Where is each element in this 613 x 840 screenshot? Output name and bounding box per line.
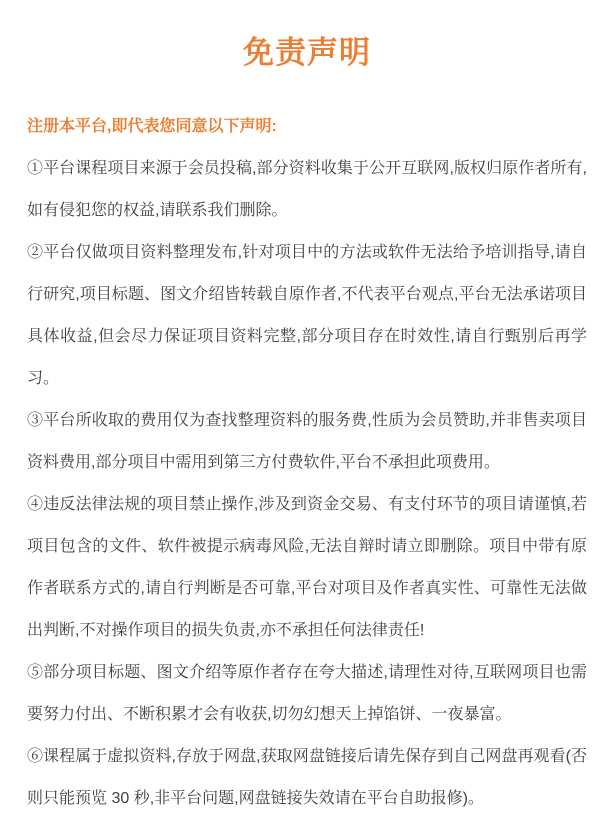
page-title: 免责声明 xyxy=(243,35,371,70)
disclaimer-item-4: ④违反法律法规的项目禁止操作,涉及到资金交易、有支付环节的项目请谨慎,若项目包含的文件、软件被提示病毒风险,无法自辩时请立即删除。项目中带有原作者联系方式的,请自行判断是否可靠,平台对项目及作者真实性、可靠性无法做出判断,不对操作项目的损失负责,亦不承担任何法律责任! xyxy=(27,496,587,639)
disclaimer-item-5: ⑤部分项目标题、图文介绍等原作者存在夸大描述,请理性对待,互联网项目也需要努力付出、不断积累才会有收获,切勿幻想天上掉馅饼、一夜暴富。 xyxy=(27,664,587,723)
disclaimer-item-3: ③平台所收取的费用仅为查找整理资料的服务费,性质为会员赞助,并非售卖项目资料费用,部分项目中需用到第三方付费软件,平台不承担此项费用。 xyxy=(27,412,587,471)
disclaimer-item-6: ⑥课程属于虚拟资料,存放于网盘,获取网盘链接后请先保存到自己网盘再观看(否则只能预览 30 秒,非平台问题,网盘链接失效请在平台自助报修)。 xyxy=(27,748,587,807)
disclaimer-list xyxy=(27,148,587,820)
intro-statement: 注册本平台,即代表您同意以下声明: xyxy=(27,118,277,135)
disclaimer-item-1: ①平台课程项目来源于会员投稿,部分资料收集于公开互联网,版权归原作者所有,如有侵犯您的权益,请联系我们删除。 xyxy=(27,160,587,219)
disclaimer-item-2: ②平台仅做项目资料整理发布,针对项目中的方法或软件无法给予培训指导,请自行研究,项目标题、图文介绍皆转载自原作者,不代表平台观点,平台无法承诺项目具体收益,但会尽力保证项目资料完整,部分项目存在时效性,请自行甄别后再学习。 xyxy=(27,244,587,387)
